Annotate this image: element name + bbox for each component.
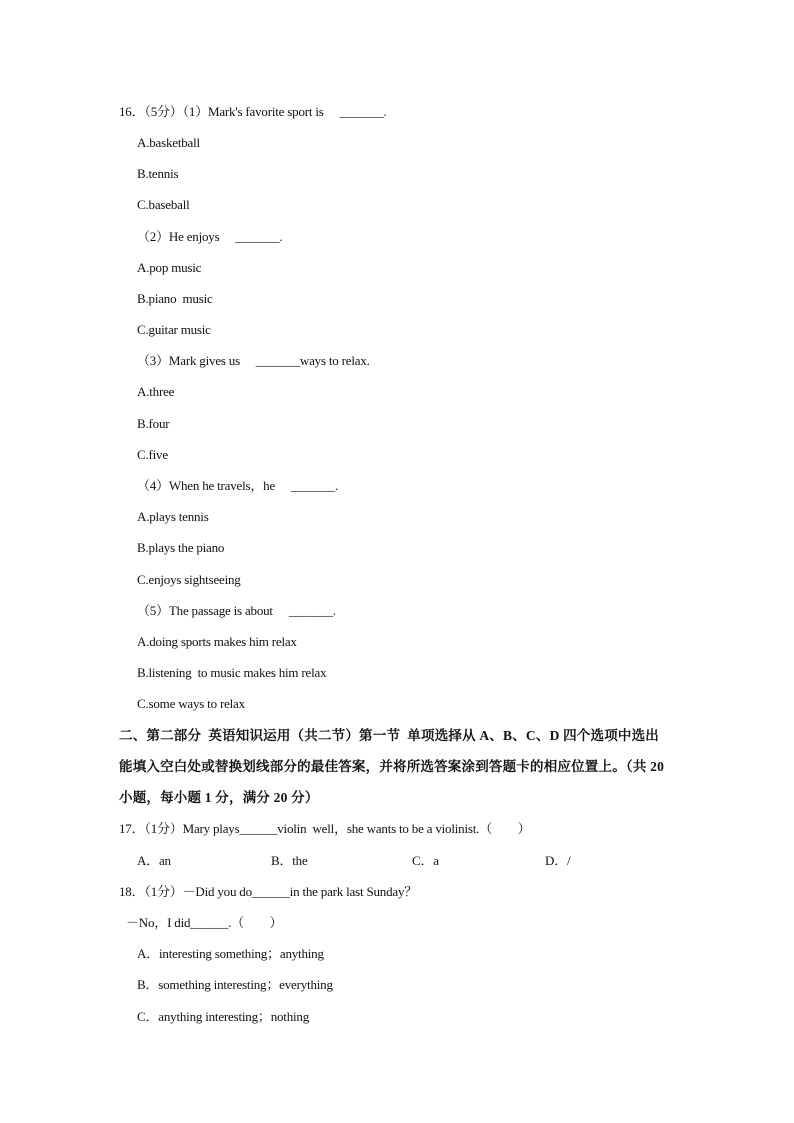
q18-stem-reply: －No，I did______.（ ） bbox=[126, 915, 283, 930]
q16-3-option-a: A.three bbox=[137, 384, 175, 399]
q17-option-a: A．an bbox=[137, 853, 171, 868]
q17-option-b: B．the bbox=[271, 853, 308, 868]
q16-2-stem: （2）He enjoys _______. bbox=[137, 229, 283, 244]
q16-5-stem: （5）The passage is about _______. bbox=[137, 603, 336, 618]
q18-option-c: C．anything interesting；nothing bbox=[137, 1009, 310, 1024]
q16-1-option-c: C.baseball bbox=[137, 197, 190, 212]
q16-2-option-b: B.piano music bbox=[137, 291, 213, 306]
q16-5-option-c: C.some ways to relax bbox=[137, 696, 245, 711]
section2-heading-line3: 小题，每小题 1 分，满分 20 分） bbox=[119, 790, 319, 805]
q16-1-option-b: B.tennis bbox=[137, 166, 179, 181]
q16-5-option-a: A.doing sports makes him relax bbox=[137, 634, 297, 649]
q17-stem: 17．（1分）Mary plays______violin well，she wants to be a violinist.（ ） bbox=[119, 821, 531, 836]
q16-4-option-c: C.enjoys sightseeing bbox=[137, 572, 241, 587]
section2-heading-line1: 二、第二部分 英语知识运用（共二节）第一节 单项选择从 A、B、C、D 四个选项中选出 bbox=[119, 728, 660, 743]
q16-3-option-c: C.five bbox=[137, 447, 168, 462]
q18-option-a: A．interesting something；anything bbox=[137, 946, 324, 961]
q16-3-stem: （3）Mark gives us _______ways to relax. bbox=[137, 353, 370, 368]
q16-2-option-a: A.pop music bbox=[137, 260, 202, 275]
q16-stem: 16．（5分）（1）Mark's favorite sport is _______. bbox=[119, 104, 387, 119]
q18-stem: 18．（1分）－Did you do______in the park last Sunday？ bbox=[119, 884, 418, 899]
q17-option-d: D．/ bbox=[545, 853, 571, 868]
q16-5-option-b: B.listening to music makes him relax bbox=[137, 665, 327, 680]
q18-option-b: B．something interesting；everything bbox=[137, 977, 333, 992]
q16-4-option-b: B.plays the piano bbox=[137, 540, 225, 555]
q16-1-option-a: A.basketball bbox=[137, 135, 200, 150]
q16-4-option-a: A.plays tennis bbox=[137, 509, 209, 524]
q17-option-c: C．a bbox=[412, 853, 439, 868]
q16-4-stem: （4）When he travels，he _______. bbox=[137, 478, 339, 493]
q16-3-option-b: B.four bbox=[137, 416, 170, 431]
q17-options bbox=[137, 851, 617, 871]
section2-heading-line2: 能填入空白处或替换划线部分的最佳答案，并将所选答案涂到答题卡的相应位置上。（共 20 bbox=[119, 759, 665, 774]
q16-2-option-c: C.guitar music bbox=[137, 322, 211, 337]
